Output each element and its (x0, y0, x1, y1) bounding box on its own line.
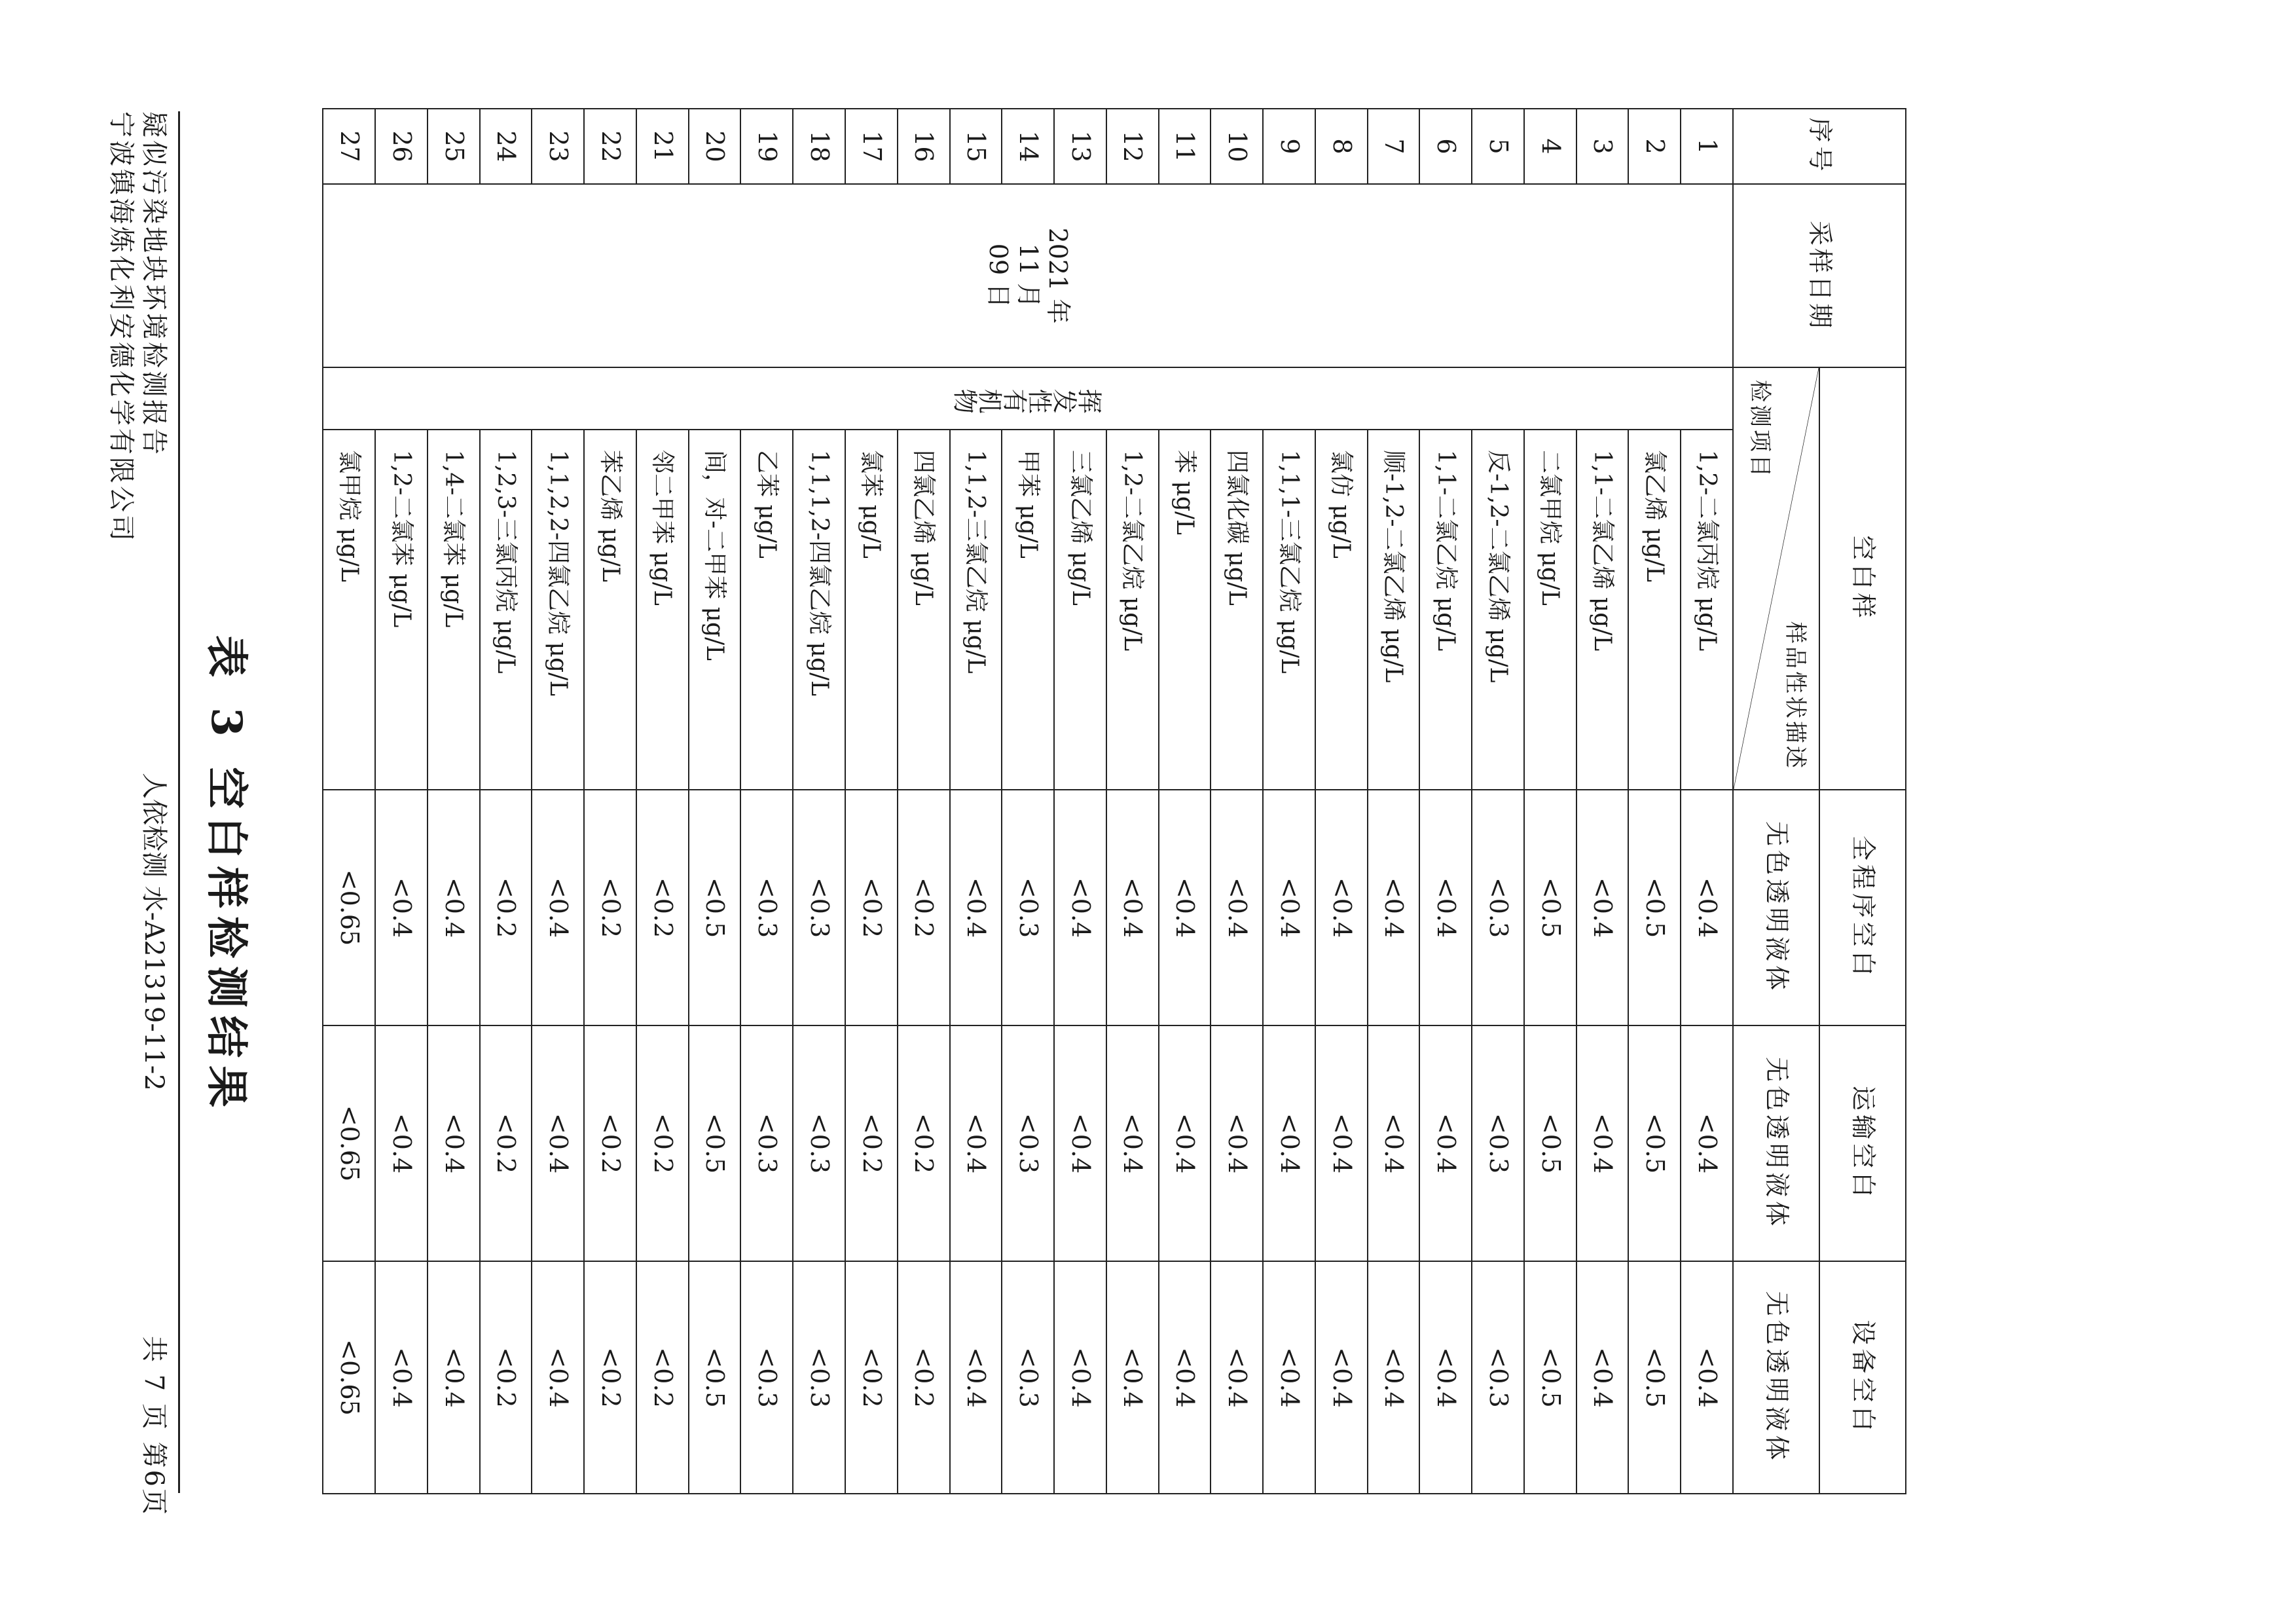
row-item: 反-1,2-二氯乙烯 μg/L (1472, 430, 1524, 790)
row-item: 顺-1,2-二氯乙烯 μg/L (1368, 430, 1420, 790)
row-value-2: <0.2 (636, 1025, 689, 1261)
row-value-1: <0.3 (740, 790, 793, 1025)
row-value-2: <0.4 (1159, 1025, 1211, 1261)
row-item: 甲苯 μg/L (1002, 430, 1054, 790)
row-value-1: <0.2 (845, 790, 898, 1025)
row-item: 1,1,1-三氯乙烷 μg/L (1263, 430, 1315, 790)
row-seq: 21 (636, 109, 689, 184)
row-value-1: <0.4 (1054, 790, 1106, 1025)
row-item: 1,2,3-三氯丙烷 μg/L (480, 430, 532, 790)
row-value-3: <0.4 (1211, 1261, 1263, 1494)
row-seq: 26 (375, 109, 428, 184)
row-value-1: <0.5 (1524, 790, 1576, 1025)
row-value-3: <0.2 (898, 1261, 950, 1494)
row-value-3: <0.4 (1106, 1261, 1159, 1494)
row-item: 四氯化碳 μg/L (1211, 430, 1263, 790)
row-value-3: <0.4 (1054, 1261, 1106, 1494)
row-value-1: <0.3 (793, 790, 845, 1025)
sample-name-2: 运输空白 (1819, 1025, 1906, 1261)
header-page-count: 共 7 页 第6页 (139, 1336, 169, 1517)
row-value-2: <0.4 (1263, 1025, 1315, 1261)
row-value-2: <0.4 (1054, 1025, 1106, 1261)
row-value-3: <0.4 (428, 1261, 480, 1494)
row-value-2: <0.3 (740, 1025, 793, 1261)
row-seq: 3 (1576, 109, 1629, 184)
row-value-2: <0.3 (793, 1025, 845, 1261)
row-value-3: <0.3 (1472, 1261, 1524, 1494)
row-value-1: <0.4 (1211, 790, 1263, 1025)
header-company: 宁波镇海炼化利安德化学有限公司 (106, 111, 136, 544)
row-value-1: <0.65 (323, 790, 375, 1025)
row-value-2: <0.2 (584, 1025, 636, 1261)
row-item: 1,1-二氯乙烷 μg/L (1419, 430, 1472, 790)
row-value-1: <0.4 (1681, 790, 1733, 1025)
row-value-1: <0.5 (1628, 790, 1681, 1025)
row-value-2: <0.65 (323, 1025, 375, 1261)
row-value-3: <0.5 (1524, 1261, 1576, 1494)
row-seq: 5 (1472, 109, 1524, 184)
row-seq: 19 (740, 109, 793, 184)
row-seq: 15 (950, 109, 1002, 184)
row-item: 1,1,2-三氯乙烷 μg/L (950, 430, 1002, 790)
row-value-3: <0.4 (532, 1261, 584, 1494)
row-value-3: <0.4 (1576, 1261, 1629, 1494)
row-seq: 6 (1419, 109, 1472, 184)
row-value-2: <0.5 (1628, 1025, 1681, 1261)
row-value-1: <0.2 (636, 790, 689, 1025)
sample-desc-3: 无色透明液体 (1733, 1261, 1819, 1494)
row-seq: 11 (1159, 109, 1211, 184)
diagonal-header-cell (1733, 367, 1819, 790)
row-seq: 27 (323, 109, 375, 184)
row-value-1: <0.4 (1576, 790, 1629, 1025)
row-item: 乙苯 μg/L (740, 430, 793, 790)
row-seq: 4 (1524, 109, 1576, 184)
blank-sample-header: 空白样 (1819, 367, 1906, 790)
row-value-3: <0.65 (323, 1261, 375, 1494)
row-value-2: <0.4 (1576, 1025, 1629, 1261)
row-value-3: <0.4 (1419, 1261, 1472, 1494)
row-seq: 12 (1106, 109, 1159, 184)
date-header: 采样日期 (1733, 184, 1906, 367)
row-item: 二氯甲烷 μg/L (1524, 430, 1576, 790)
row-value-2: <0.2 (480, 1025, 532, 1261)
row-value-1: <0.4 (1315, 790, 1368, 1025)
row-item: 1,1,2,2-四氯乙烷 μg/L (532, 430, 584, 790)
row-value-3: <0.3 (1002, 1261, 1054, 1494)
row-value-3: <0.5 (1628, 1261, 1681, 1494)
header-report-number: 人依检测 水-A21319-11-2 (139, 773, 169, 1091)
row-value-3: <0.4 (950, 1261, 1002, 1494)
table-title: 表 3 空白样检测结果 (202, 635, 251, 1116)
blank-sample-results-table (322, 108, 1906, 1494)
row-item: 1,1-二氯乙烯 μg/L (1576, 430, 1629, 790)
row-value-2: <0.4 (428, 1025, 480, 1261)
row-value-3: <0.2 (480, 1261, 532, 1494)
row-seq: 20 (689, 109, 741, 184)
row-seq: 23 (532, 109, 584, 184)
row-item: 三氯乙烯 μg/L (1054, 430, 1106, 790)
row-seq: 16 (898, 109, 950, 184)
item-header: 检测项目 (1747, 380, 1773, 479)
row-item: 氯甲烷 μg/L (323, 430, 375, 790)
row-value-2: <0.4 (1106, 1025, 1159, 1261)
row-value-2: <0.5 (689, 1025, 741, 1261)
row-value-2: <0.4 (1419, 1025, 1472, 1261)
row-seq: 24 (480, 109, 532, 184)
row-value-1: <0.4 (950, 790, 1002, 1025)
row-value-3: <0.4 (1368, 1261, 1420, 1494)
row-value-2: <0.4 (1368, 1025, 1420, 1261)
row-seq: 14 (1002, 109, 1054, 184)
faint-stamp-mark (1000, 1526, 1275, 1552)
row-value-1: <0.2 (584, 790, 636, 1025)
row-seq: 25 (428, 109, 480, 184)
row-value-3: <0.4 (1681, 1261, 1733, 1494)
row-item: 1,1,1,2-四氯乙烷 μg/L (793, 430, 845, 790)
row-value-2: <0.4 (1315, 1025, 1368, 1261)
row-value-2: <0.4 (1211, 1025, 1263, 1261)
row-value-1: <0.4 (1106, 790, 1159, 1025)
row-value-3: <0.2 (584, 1261, 636, 1494)
row-value-2: <0.4 (375, 1025, 428, 1261)
row-item: 1,2-二氯丙烷 μg/L (1681, 430, 1733, 790)
row-seq: 1 (1681, 109, 1733, 184)
row-item: 氯乙烯 μg/L (1628, 430, 1681, 790)
sample-name-1: 全程序空白 (1819, 790, 1906, 1025)
category-cell: 挥发性有机物 (323, 367, 1733, 430)
row-value-3: <0.2 (845, 1261, 898, 1494)
row-seq: 13 (1054, 109, 1106, 184)
row-seq: 17 (845, 109, 898, 184)
row-value-3: <0.5 (689, 1261, 741, 1494)
row-item: 间，对-二甲苯 μg/L (689, 430, 741, 790)
row-item: 1,2-二氯乙烷 μg/L (1106, 430, 1159, 790)
row-value-3: <0.4 (1263, 1261, 1315, 1494)
row-item: 1,4-二氯苯 μg/L (428, 430, 480, 790)
header-row-1 (1819, 109, 1906, 1494)
row-value-1: <0.5 (689, 790, 741, 1025)
sampling-date: 2021 年 11 月 09 日 (323, 184, 1733, 367)
row-value-3: <0.2 (636, 1261, 689, 1494)
row-seq: 18 (793, 109, 845, 184)
row-value-1: <0.4 (1159, 790, 1211, 1025)
row-seq: 8 (1315, 109, 1368, 184)
table-row (1681, 109, 1733, 1494)
row-value-1: <0.4 (375, 790, 428, 1025)
row-value-2: <0.2 (898, 1025, 950, 1261)
row-value-1: <0.2 (480, 790, 532, 1025)
row-item: 氯仿 μg/L (1315, 430, 1368, 790)
row-value-1: <0.4 (1263, 790, 1315, 1025)
row-seq: 10 (1211, 109, 1263, 184)
row-value-1: <0.4 (428, 790, 480, 1025)
desc-header: 样品性状描述 (1782, 621, 1808, 771)
row-value-3: <0.4 (1159, 1261, 1211, 1494)
row-item: 苯 μg/L (1159, 430, 1211, 790)
row-value-3: <0.3 (740, 1261, 793, 1494)
row-item: 氯苯 μg/L (845, 430, 898, 790)
row-value-3: <0.3 (793, 1261, 845, 1494)
row-value-1: <0.4 (1419, 790, 1472, 1025)
sample-desc-2: 无色透明液体 (1733, 1025, 1819, 1261)
header-report-title: 疑似污染地块环境检测报告 (139, 111, 169, 457)
row-value-1: <0.4 (532, 790, 584, 1025)
row-seq: 2 (1628, 109, 1681, 184)
row-item: 邻二甲苯 μg/L (636, 430, 689, 790)
row-value-2: <0.3 (1472, 1025, 1524, 1261)
header-rule (178, 111, 180, 1493)
row-value-2: <0.2 (845, 1025, 898, 1261)
row-value-1: <0.2 (898, 790, 950, 1025)
row-value-1: <0.3 (1002, 790, 1054, 1025)
row-value-2: <0.4 (1681, 1025, 1733, 1261)
seq-header: 序号 (1733, 109, 1906, 184)
row-value-3: <0.4 (1315, 1261, 1368, 1494)
row-item: 苯乙烯 μg/L (584, 430, 636, 790)
row-value-2: <0.4 (532, 1025, 584, 1261)
sample-name-3: 设备空白 (1819, 1261, 1906, 1494)
row-value-1: <0.4 (1368, 790, 1420, 1025)
row-seq: 22 (584, 109, 636, 184)
sample-desc-1: 无色透明液体 (1733, 790, 1819, 1025)
row-item: 四氯乙烯 μg/L (898, 430, 950, 790)
row-value-1: <0.3 (1472, 790, 1524, 1025)
row-value-2: <0.3 (1002, 1025, 1054, 1261)
row-seq: 7 (1368, 109, 1420, 184)
row-item: 1,2-二氯苯 μg/L (375, 430, 428, 790)
row-value-3: <0.4 (375, 1261, 428, 1494)
row-value-2: <0.5 (1524, 1025, 1576, 1261)
row-value-2: <0.4 (950, 1025, 1002, 1261)
row-seq: 9 (1263, 109, 1315, 184)
